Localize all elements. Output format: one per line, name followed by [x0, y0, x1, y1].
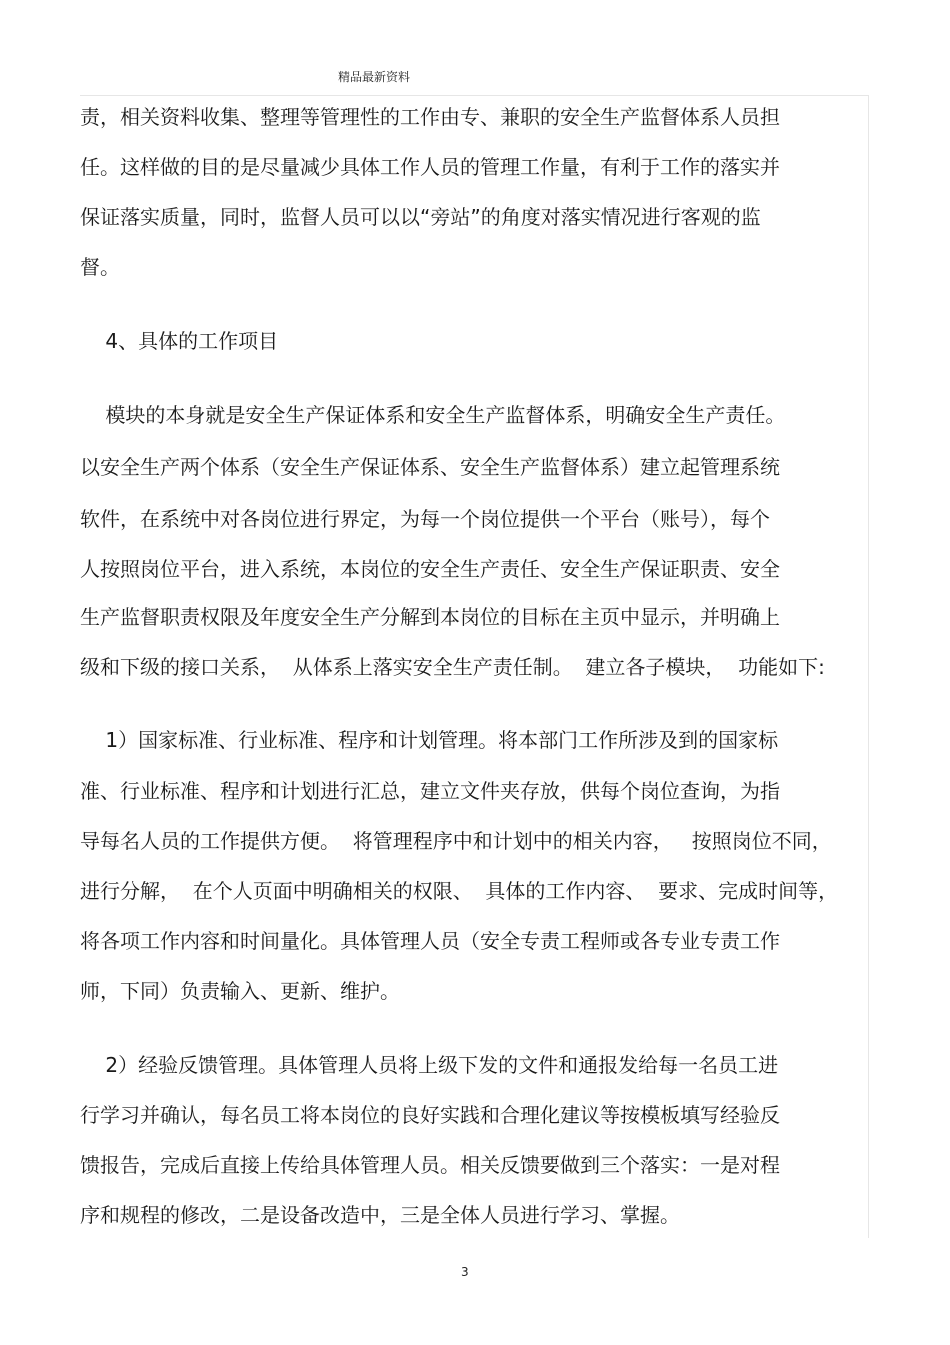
text-line: 序和规程的修改，二是设备改造中，三是全体人员进行学习、掌握。 — [80, 1203, 680, 1227]
text-line: 馈报告，完成后直接上传给具体管理人员。相关反馈要做到三个落实：一是对程 — [80, 1153, 780, 1177]
section-heading: 4、具体的工作项目 — [80, 329, 279, 353]
text-line: 师，下同）负责输入、更新、维护。 — [80, 979, 400, 1003]
page-header: 精品最新资料 — [338, 70, 411, 84]
text-line: 进行分解， 在个人页面中明确相关的权限、 具体的工作内容、 要求、完成时间等， — [80, 879, 839, 903]
text-line: 责，相关资料收集、整理等管理性的工作由专、兼职的安全生产监督体系人员担 — [80, 105, 780, 129]
header-divider — [80, 95, 868, 96]
text-line: 2）经验反馈管理。具体管理人员将上级下发的文件和通报发给每一名员工进 — [80, 1053, 779, 1077]
text-line: 保证落实质量，同时，监督人员可以以“旁站”的角度对落实情况进行客观的监 — [80, 205, 761, 229]
text-line: 生产监督职责权限及年度安全生产分解到本岗位的目标在主页中显示，并明确上 — [80, 605, 780, 629]
text-line: 软件，在系统中对各岗位进行界定，为每一个岗位提供一个平台（账号），每个 — [80, 507, 770, 531]
page-number: 3 — [461, 1265, 469, 1279]
text-line: 导每名人员的工作提供方便。 将管理程序中和计划中的相关内容， 按照岗位不同， — [80, 829, 832, 853]
text-line: 级和下级的接口关系， 从体系上落实安全生产责任制。 建立各子模块， 功能如下: — [80, 655, 825, 679]
text-line: 准、行业标准、程序和计划进行汇总，建立文件夹存放，供每个岗位查询，为指 — [80, 779, 780, 803]
right-margin-line — [868, 95, 869, 1238]
text-line: 以安全生产两个体系（安全生产保证体系、安全生产监督体系）建立起管理系统 — [80, 455, 780, 479]
text-line: 督。 — [80, 255, 120, 279]
text-line: 1）国家标准、行业标准、程序和计划管理。将本部门工作所涉及到的国家标 — [80, 728, 779, 752]
text-line: 行学习并确认，每名员工将本岗位的良好实践和合理化建议等按模板填写经验反 — [80, 1103, 780, 1127]
text-line: 模块的本身就是安全生产保证体系和安全生产监督体系，明确安全生产责任。 — [80, 403, 786, 427]
text-line: 人按照岗位平台，进入系统，本岗位的安全生产责任、安全生产保证职责、安全 — [80, 557, 780, 581]
text-line: 将各项工作内容和时间量化。具体管理人员（安全专责工程师或各专业专责工作 — [80, 929, 780, 953]
text-line: 任。这样做的目的是尽量减少具体工作人员的管理工作量，有利于工作的落实并 — [80, 155, 780, 179]
